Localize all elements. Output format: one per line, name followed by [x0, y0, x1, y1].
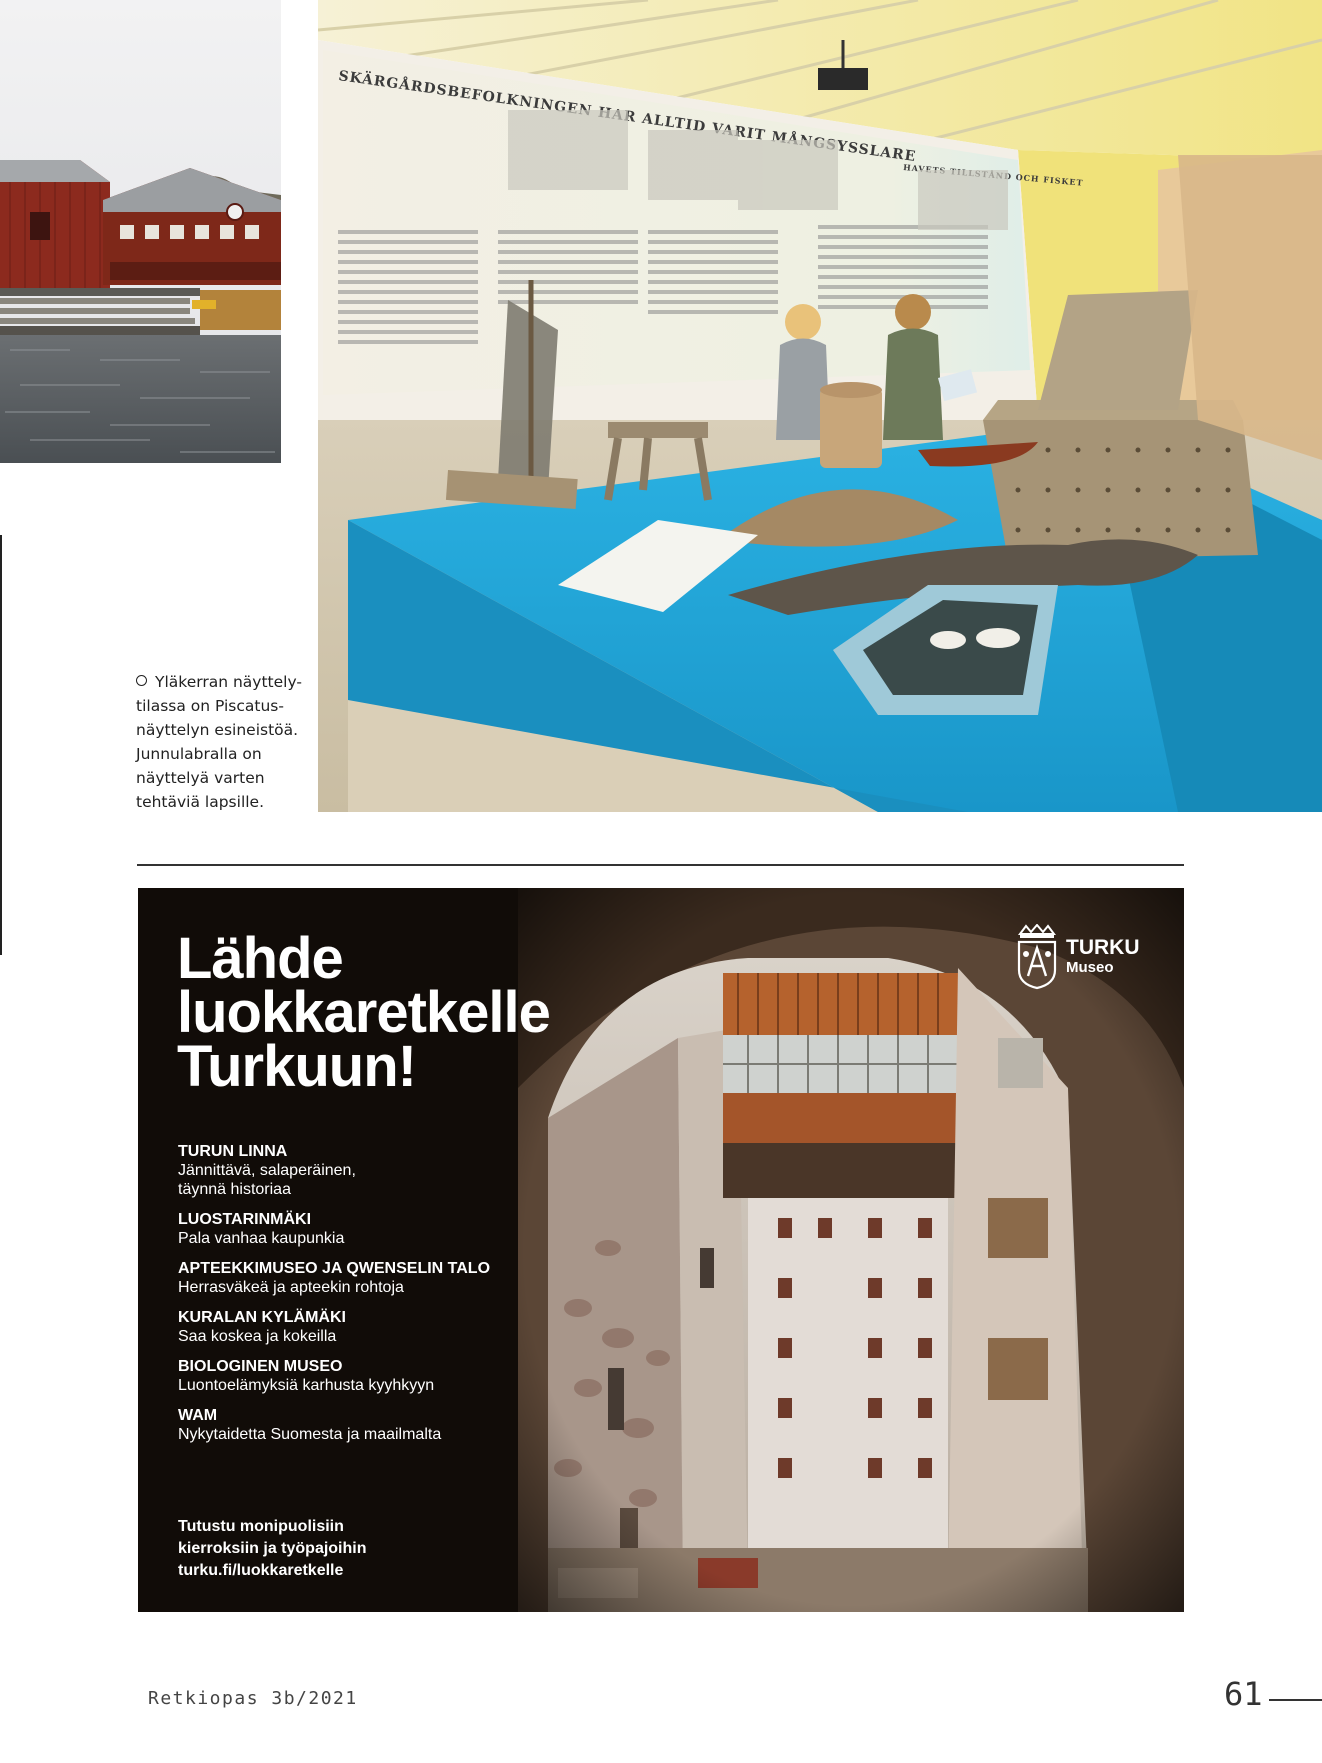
museum-title: APTEEKKIMUSEO JA QWENSELIN TALO — [178, 1260, 491, 1277]
logo-sub: Museo — [1066, 959, 1114, 976]
section-separator — [137, 864, 1184, 866]
museum-title: KURALAN KYLÄMÄKI — [178, 1309, 346, 1326]
cta-line-1: Tutustu monipuolisiin — [178, 1518, 344, 1535]
photo-caption — [136, 670, 302, 814]
ad-headline — [177, 926, 550, 1099]
page-number: 61 — [1224, 1675, 1263, 1713]
museum-exhibition-photo — [318, 0, 1322, 812]
cta-line-2: kierroksiin ja työpajoihin — [178, 1540, 367, 1557]
caption-line-1 — [136, 670, 302, 694]
museum-item-kuralan-kylamaki — [178, 1308, 608, 1346]
ad-headline-line-1: Lähde — [177, 926, 343, 991]
wall-panel-title: SKÄRGÅRDSBEFOLKNINGEN ALLTID VARIT MÅNGSYSSLARE — [337, 68, 918, 166]
museum-desc-line: Nykytaidetta Suomesta ja maailmalta — [178, 1426, 442, 1443]
museum-title: TURUN LINNA — [178, 1143, 288, 1160]
publication-name: Retkiopas 3b/2021 — [148, 1688, 358, 1709]
museum-desc-line: Herrasväkeä ja apteekin rohtoja — [178, 1279, 404, 1296]
ad-headline-line-3: Turkuun! — [177, 1034, 416, 1099]
page-number-rule — [1269, 1699, 1322, 1701]
caption-line-1-text: Yläkerran näyttely- — [155, 673, 302, 691]
caption-line-4: Junnulabralla on — [136, 745, 262, 763]
museum-desc-line: täynnä historiaa — [178, 1181, 291, 1198]
cta-url[interactable]: turku.fi/luokkaretkelle — [178, 1562, 344, 1579]
caption-line-3: näyttelyn esineistöä. — [136, 721, 299, 739]
ad-call-to-action — [178, 1516, 367, 1582]
museum-desc-line: Saa koskea ja kokeilla — [178, 1328, 337, 1345]
museum-item-apteekkimuseo — [178, 1259, 608, 1297]
harbour-photo — [0, 0, 281, 463]
museum-item-biologinen-museo — [178, 1357, 608, 1395]
museum-title: BIOLOGINEN MUSEO — [178, 1358, 343, 1375]
caption-bullet-icon — [136, 675, 147, 686]
museum-title: WAM — [178, 1407, 218, 1424]
museum-list — [178, 1142, 608, 1455]
caption-line-5: näyttelyä varten — [136, 769, 265, 787]
museum-desc-line: Pala vanhaa kaupunkia — [178, 1230, 345, 1247]
logo-name: TURKU — [1066, 936, 1140, 959]
wall-panel-subtitle: HAVETS OCH FISKET — [902, 162, 1084, 188]
left-margin-rule — [0, 535, 2, 955]
museum-item-wam — [178, 1406, 608, 1444]
caption-line-6: tehtäviä lapsille. — [136, 793, 265, 811]
museum-item-turun-linna — [178, 1142, 608, 1199]
turku-museum-advertisement — [138, 888, 1184, 1612]
museum-desc-line: Luontoelämyksiä karhusta kyyhkyyn — [178, 1377, 435, 1394]
ad-headline-line-2: luokkaretkelle — [177, 980, 550, 1045]
caption-line-2: tilassa on Piscatus- — [136, 697, 284, 715]
museum-desc-line: Jännittävä, salaperäinen, — [178, 1162, 356, 1179]
turku-museum-logo — [1014, 924, 1140, 990]
turku-crest-icon — [1014, 924, 1060, 990]
museum-item-luostarinmaki — [178, 1210, 608, 1248]
museum-title: LUOSTARINMÄKI — [178, 1211, 312, 1228]
